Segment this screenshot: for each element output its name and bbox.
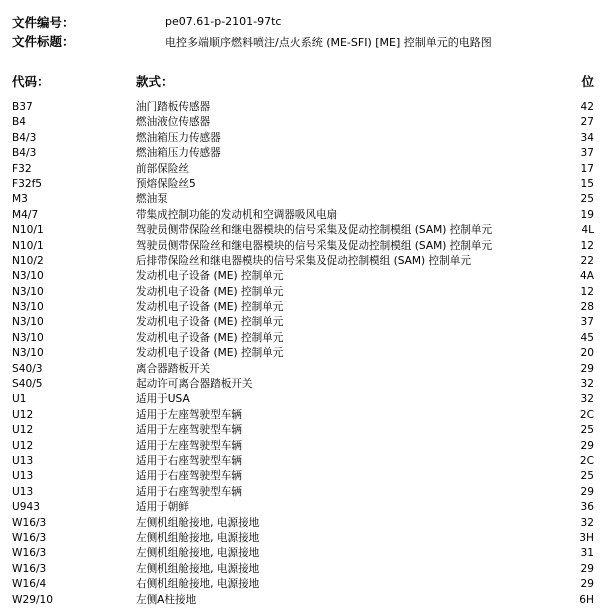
list-item — [0, 516, 606, 531]
component-code: W16/4 — [12, 578, 47, 591]
list-item — [0, 285, 606, 300]
list-item — [0, 485, 606, 500]
component-description: 发动机电子设备 (ME) 控制单元 — [136, 331, 284, 344]
list-item — [0, 254, 606, 269]
list-item — [0, 593, 606, 608]
component-description: 发动机电子设备 (ME) 控制单元 — [136, 270, 284, 283]
component-description: 左侧机组舱接地, 电源接地 — [136, 562, 260, 575]
list-item — [0, 362, 606, 377]
list-item — [0, 239, 606, 254]
component-code: U943 — [12, 501, 40, 514]
component-description: 适用于USA — [136, 393, 190, 406]
list-item — [0, 162, 606, 177]
component-description: 燃油箱压力传感器 — [136, 131, 221, 144]
component-position: 37 — [580, 147, 594, 160]
component-description: 燃油液位传感器 — [136, 116, 211, 129]
list-item — [0, 439, 606, 454]
component-code: F32f5 — [12, 177, 43, 190]
list-item — [0, 315, 606, 330]
component-code: U12 — [12, 439, 34, 452]
component-position: 29 — [580, 485, 594, 498]
component-code: N10/2 — [12, 254, 44, 267]
component-description: 适用于左座驾驶型车辆 — [136, 439, 242, 452]
component-position: 36 — [580, 501, 594, 514]
component-code: N3/10 — [12, 347, 44, 360]
component-description: 驾驶员侧带保险丝和继电器模块的信号采集及促动控制模组 (SAM) 控制单元 — [136, 239, 493, 252]
list-item — [0, 346, 606, 361]
component-position: 45 — [580, 331, 594, 344]
component-code: N3/10 — [12, 270, 44, 283]
component-position: 4A — [580, 270, 594, 283]
component-description: 左侧A柱接地 — [136, 593, 197, 606]
component-position: 31 — [580, 547, 594, 560]
doc-title-label: 文件标题： — [12, 34, 75, 49]
component-code: B4 — [12, 116, 27, 129]
component-position: 3H — [579, 531, 594, 544]
component-position: 25 — [580, 424, 594, 437]
component-code: W16/3 — [12, 531, 47, 544]
component-description: 预熔保险丝5 — [136, 177, 196, 190]
component-list — [0, 100, 606, 608]
column-header-code: 代码： — [12, 74, 50, 89]
list-item — [0, 408, 606, 423]
list-item — [0, 269, 606, 284]
component-code: U13 — [12, 470, 34, 483]
component-code: F32 — [12, 162, 32, 175]
component-position: 20 — [580, 347, 594, 360]
list-item — [0, 531, 606, 546]
component-description: 左侧机组舱接地, 电源接地 — [136, 516, 260, 529]
component-description: 驾驶员侧带保险丝和继电器模块的信号采集及促动控制模组 (SAM) 控制单元 — [136, 224, 493, 237]
component-code: N10/1 — [12, 224, 44, 237]
component-description: 适用于朝鲜 — [136, 501, 189, 514]
component-position: 29 — [580, 578, 594, 591]
list-item — [0, 131, 606, 146]
component-position: 29 — [580, 562, 594, 575]
list-item — [0, 192, 606, 207]
component-position: 34 — [580, 131, 594, 144]
component-description: 适用于右座驾驶型车辆 — [136, 485, 242, 498]
component-code: N10/1 — [12, 239, 44, 252]
component-description: 左侧机组舱接地, 电源接地 — [136, 547, 260, 560]
component-position: 37 — [580, 316, 594, 329]
component-position: 32 — [580, 378, 594, 391]
list-item — [0, 377, 606, 392]
component-description: 适用于右座驾驶型车辆 — [136, 470, 242, 483]
list-item — [0, 208, 606, 223]
doc-number-value: pe07.61-p-2101-97tc — [165, 15, 282, 28]
component-position: 28 — [580, 301, 594, 314]
component-description: 适用于左座驾驶型车辆 — [136, 424, 242, 437]
component-code: B4/3 — [12, 147, 37, 160]
component-position: 12 — [580, 239, 594, 252]
component-description: 右侧机组舱接地, 电源接地 — [136, 578, 260, 591]
column-header-desc: 款式： — [136, 74, 174, 89]
component-position: 6H — [579, 593, 594, 606]
list-item — [0, 100, 606, 115]
component-position: 2C — [579, 408, 594, 421]
component-position: 2C — [579, 454, 594, 467]
column-header-pos: 位 — [581, 74, 594, 89]
component-position: 19 — [580, 208, 594, 221]
component-description: 适用于左座驾驶型车辆 — [136, 408, 242, 421]
component-description: 起动许可离合器踏板开关 — [136, 378, 253, 391]
component-code: U1 — [12, 393, 27, 406]
list-item — [0, 454, 606, 469]
list-item — [0, 177, 606, 192]
component-position: 29 — [580, 362, 594, 375]
list-item — [0, 469, 606, 484]
component-description: 油门踏板传感器 — [136, 101, 211, 113]
component-description: 前部保险丝 — [136, 162, 189, 175]
list-item — [0, 577, 606, 592]
component-position: 27 — [580, 116, 594, 129]
component-code: M3 — [12, 193, 28, 206]
component-code: U12 — [12, 424, 34, 437]
component-position: 12 — [580, 285, 594, 298]
component-description: 左侧机组舱接地, 电源接地 — [136, 531, 260, 544]
list-item — [0, 562, 606, 577]
component-position: 4L — [581, 224, 594, 237]
component-code: W16/3 — [12, 516, 47, 529]
list-item — [0, 392, 606, 407]
doc-title-value: 电控多端顺序燃料喷注/点火系统 (ME-SFI) [ME] 控制单元的电路图 — [165, 36, 492, 49]
component-position: 32 — [580, 516, 594, 529]
list-item — [0, 500, 606, 515]
component-code: W16/3 — [12, 562, 47, 575]
list-item — [0, 546, 606, 561]
component-code: S40/5 — [12, 378, 43, 391]
list-item — [0, 331, 606, 346]
component-code: N3/10 — [12, 285, 44, 298]
component-position: 25 — [580, 193, 594, 206]
component-code: U12 — [12, 408, 34, 421]
component-code: N3/10 — [12, 301, 44, 314]
component-description: 燃油箱压力传感器 — [136, 147, 221, 160]
component-code: U13 — [12, 454, 34, 467]
component-position: 25 — [580, 470, 594, 483]
component-code: S40/3 — [12, 362, 43, 375]
component-description: 带集成控制功能的发动机和空调器吸风电扇 — [136, 208, 338, 221]
component-position: 22 — [580, 254, 594, 267]
component-description: 发动机电子设备 (ME) 控制单元 — [136, 316, 284, 329]
doc-number-label: 文件编号： — [12, 15, 75, 30]
component-code: W29/10 — [12, 593, 54, 606]
component-position: 29 — [580, 439, 594, 452]
list-item — [0, 223, 606, 238]
list-item — [0, 115, 606, 130]
component-description: 适用于右座驾驶型车辆 — [136, 454, 242, 467]
component-position: 15 — [580, 177, 594, 190]
list-item — [0, 423, 606, 438]
list-item — [0, 300, 606, 315]
component-code: W16/3 — [12, 547, 47, 560]
component-position: 17 — [580, 162, 594, 175]
component-code: B4/3 — [12, 131, 37, 144]
component-description: 后排带保险丝和继电器模块的信号采集及促动控制模组 (SAM) 控制单元 — [136, 254, 471, 267]
component-description: 燃油泵 — [136, 193, 168, 206]
component-code: N3/10 — [12, 331, 44, 344]
component-code: N3/10 — [12, 316, 44, 329]
list-item — [0, 146, 606, 161]
component-code: U13 — [12, 485, 34, 498]
component-description: 离合器踏板开关 — [136, 362, 211, 375]
component-code: B37 — [12, 101, 33, 113]
component-code: M4/7 — [12, 208, 39, 221]
component-description: 发动机电子设备 (ME) 控制单元 — [136, 285, 284, 298]
component-description: 发动机电子设备 (ME) 控制单元 — [136, 347, 284, 360]
component-position: 32 — [580, 393, 594, 406]
component-position: 42 — [580, 101, 594, 113]
component-description: 发动机电子设备 (ME) 控制单元 — [136, 301, 284, 314]
